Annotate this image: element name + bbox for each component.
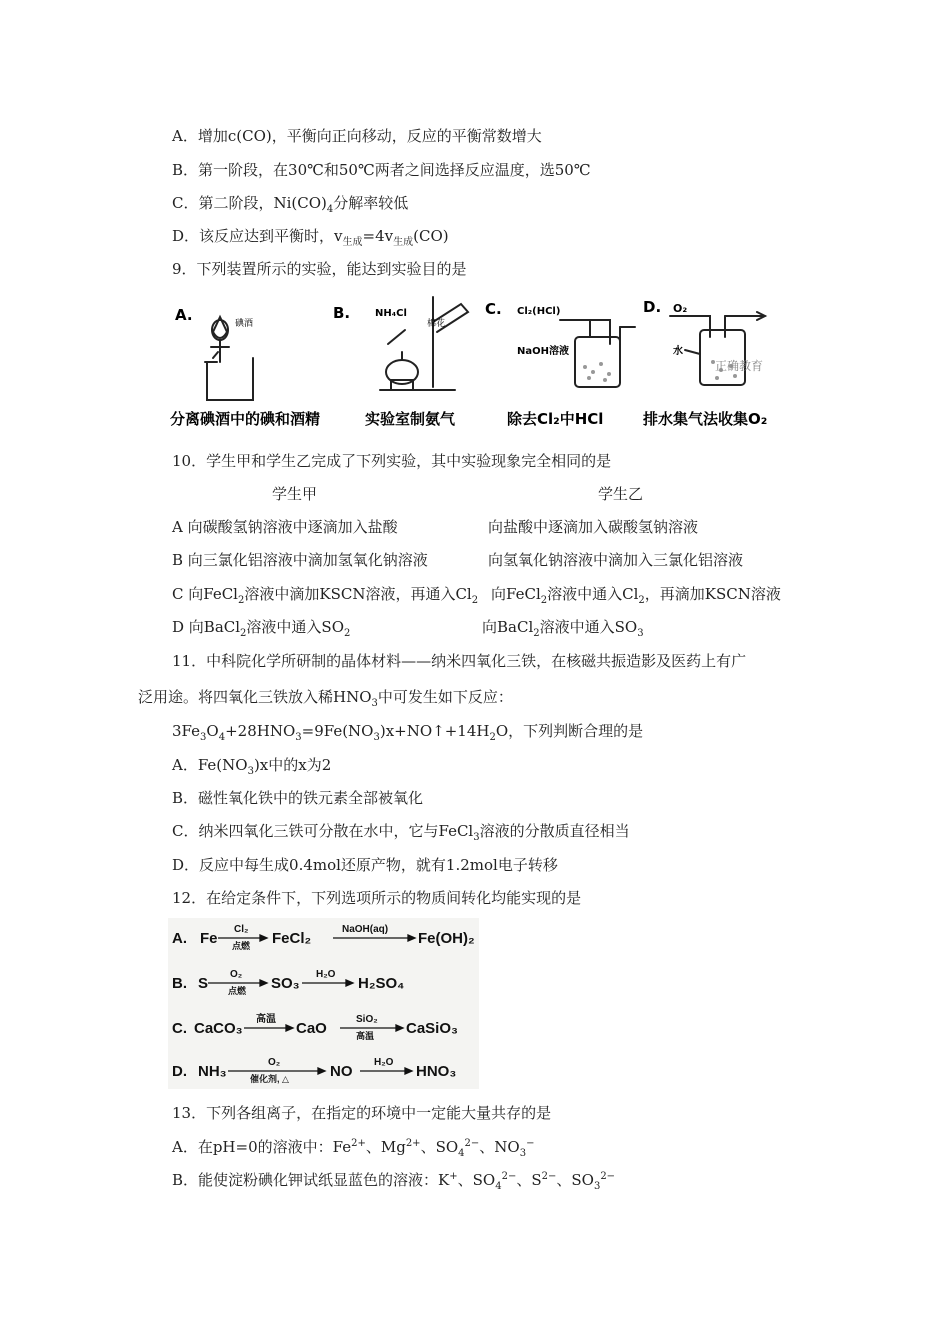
fig-d-watermark: 正确教育 <box>715 359 764 373</box>
reaction-b-cond2-top: H₂O <box>316 969 336 980</box>
reaction-c-cond2-top: SiO₂ <box>356 1014 378 1025</box>
fig-c-caption: 除去Cl₂中HCl <box>507 410 604 428</box>
fig-d-caption: 排水集气法收集O₂ <box>643 410 768 428</box>
q10-row-d-right: 向BaCl$_2$溶液中通入$SO_3$ <box>482 618 644 639</box>
reaction-b-cond1-top: O₂ <box>230 969 243 980</box>
reaction-c-product: CaSiO₃ <box>406 1020 458 1037</box>
q11-option-a: A．$Fe(NO_3)x$中的x为2 <box>172 756 332 777</box>
reaction-d-cond1-bottom: 催化剂, △ <box>250 1074 289 1084</box>
q10-row-a-left: A 向碳酸氢钠溶液中逐滴加入盐酸 <box>172 518 398 536</box>
q11-option-b: B．磁性氧化铁中的铁元素全部被氧化 <box>172 789 424 807</box>
reaction-b-reactant: S <box>198 975 209 992</box>
q10-row-b-left: B 向三氯化铝溶液中滴加氢氧化钠溶液 <box>172 551 428 569</box>
reaction-a-cond1-bottom: 点燃 <box>232 941 251 951</box>
q10-row-c-left: C 向FeCl$_2$溶液中滴加KSCN溶液，再通入$Cl_2$ <box>172 585 479 606</box>
fig-b-label-cotton: 棉花 <box>427 319 446 329</box>
fig-b-letter: B. <box>333 304 351 322</box>
fig-c-label-solution: NaOH溶液 <box>517 346 569 357</box>
reaction-a-cond1-top: Cl₂ <box>234 924 249 935</box>
fig-b-label-reagent: NH₄Cl <box>375 308 407 319</box>
q13-stem: 13．下列各组离子，在指定的环境中一定能大量共存的是 <box>172 1104 552 1122</box>
q10-header-yi: 学生乙 <box>598 485 644 503</box>
fig-a-caption: 分离碘酒中的碘和酒精 <box>170 410 321 428</box>
q10-row-d-left: D 向BaCl$_2$溶液中通入$SO_2$ <box>172 618 351 639</box>
fig-d-letter: D. <box>643 298 662 316</box>
reaction-b-cond1-bottom: 点燃 <box>228 986 247 996</box>
q10-row-c-right: 向FeCl$_2$溶液中通入$Cl_2$，再滴加KSCN溶液 <box>491 585 781 606</box>
fig-d-label-gas: O₂ <box>673 302 688 315</box>
q13-option-b: B．能使淀粉碘化钾试纸显蓝色的溶液：K+、$SO_4^{2-}$、$S^{2-}$、$SO_3^{2-}$ <box>172 1171 616 1192</box>
reaction-c-cond2-bottom: 高温 <box>356 1031 375 1041</box>
q9-apparatus-figure <box>165 292 785 432</box>
q10-row-b-right: 向氢氧化钠溶液中滴加入三氯化铝溶液 <box>488 551 744 569</box>
reaction-a-letter: A. <box>172 930 187 947</box>
fig-d-label-water: 水 <box>673 346 683 357</box>
reaction-c-letter: C. <box>172 1020 187 1037</box>
q11-equation: $3Fe_3O_4+28HNO_3=9Fe(NO_3)x+NO↑+14H_2O$，下列判断合理的是 <box>172 722 644 743</box>
q10-row-a-right: 向盐酸中逐滴加入碳酸氢钠溶液 <box>488 518 699 536</box>
q11-stem-line1: 11．中科院化学所研制的晶体材料——纳米四氧化三铁，在核磁共振造影及医药上有广 <box>172 652 747 670</box>
q11-stem-line2: 泛用途。将四氧化三铁放入稀$HNO_3$中可发生如下反应： <box>138 688 513 709</box>
q12-reactions-figure <box>168 918 479 1089</box>
reaction-a-reactant: Fe <box>200 930 218 947</box>
reaction-a-cond2-top: NaOH(aq) <box>342 924 389 935</box>
reaction-d-intermediate: NO <box>330 1063 353 1080</box>
fig-c-label-gas: Cl₂(HCl) <box>517 306 561 317</box>
reaction-c-cond1-top: 高温 <box>256 1014 276 1025</box>
reaction-b-letter: B. <box>172 975 187 992</box>
reaction-a-intermediate: FeCl₂ <box>272 930 312 947</box>
q12-stem: 12．在给定条件下，下列选项所示的物质间转化均能实现的是 <box>172 889 582 907</box>
q10-header-jia: 学生甲 <box>272 485 318 503</box>
q11-option-d: D．反应中每生成0.4mol还原产物，就有1.2mol电子转移 <box>172 856 558 874</box>
reaction-c-intermediate: CaO <box>296 1020 327 1037</box>
reaction-d-cond2-top: H₂O <box>374 1057 394 1068</box>
q10-stem: 10．学生甲和学生乙完成了下列实验，其中实验现象完全相同的是 <box>172 452 612 470</box>
reaction-d-cond1-top: O₂ <box>268 1057 281 1068</box>
q11-option-c: C．纳米四氧化三铁可分散在水中，它与FeCl$_3$溶液的分散质直径相当 <box>172 822 630 843</box>
q8-option-b: B．第一阶段，在30℃和50℃两者之间选择反应温度，选50℃ <box>172 161 591 179</box>
q13-option-a: A．在pH=0的溶液中：$Fe^{2+}$、$Mg^{2+}$、$SO_4^{2-}$、$NO_3^-$ <box>172 1138 535 1159</box>
reaction-d-letter: D. <box>172 1063 187 1080</box>
reaction-d-reactant: NH₃ <box>198 1063 227 1080</box>
reaction-a-product: Fe(OH)₂ <box>418 930 475 947</box>
fig-b-caption: 实验室制氨气 <box>365 410 456 428</box>
q8-option-d: D．该反应达到平衡时，$v_{生成}=4v_{生成}(CO)$ <box>172 227 449 248</box>
fig-a-label: 碘酒 <box>235 319 254 329</box>
reaction-d-product: HNO₃ <box>416 1063 457 1080</box>
q9-stem: 9．下列装置所示的实验，能达到实验目的是 <box>172 260 467 278</box>
q8-option-c: C．第二阶段，$Ni(CO)_4$分解率较低 <box>172 194 409 215</box>
q9-apparatus-svg <box>165 292 785 432</box>
reaction-b-intermediate: SO₃ <box>271 975 300 992</box>
q12-reactions-svg <box>168 918 479 1089</box>
q8-option-a: A．增加c(CO)，平衡向正向移动，反应的平衡常数增大 <box>172 127 542 145</box>
fig-c-letter: C. <box>485 300 502 318</box>
fig-a-letter: A. <box>175 306 193 324</box>
reaction-b-product: H₂SO₄ <box>358 975 405 992</box>
reaction-c-reactant: CaCO₃ <box>194 1020 243 1037</box>
